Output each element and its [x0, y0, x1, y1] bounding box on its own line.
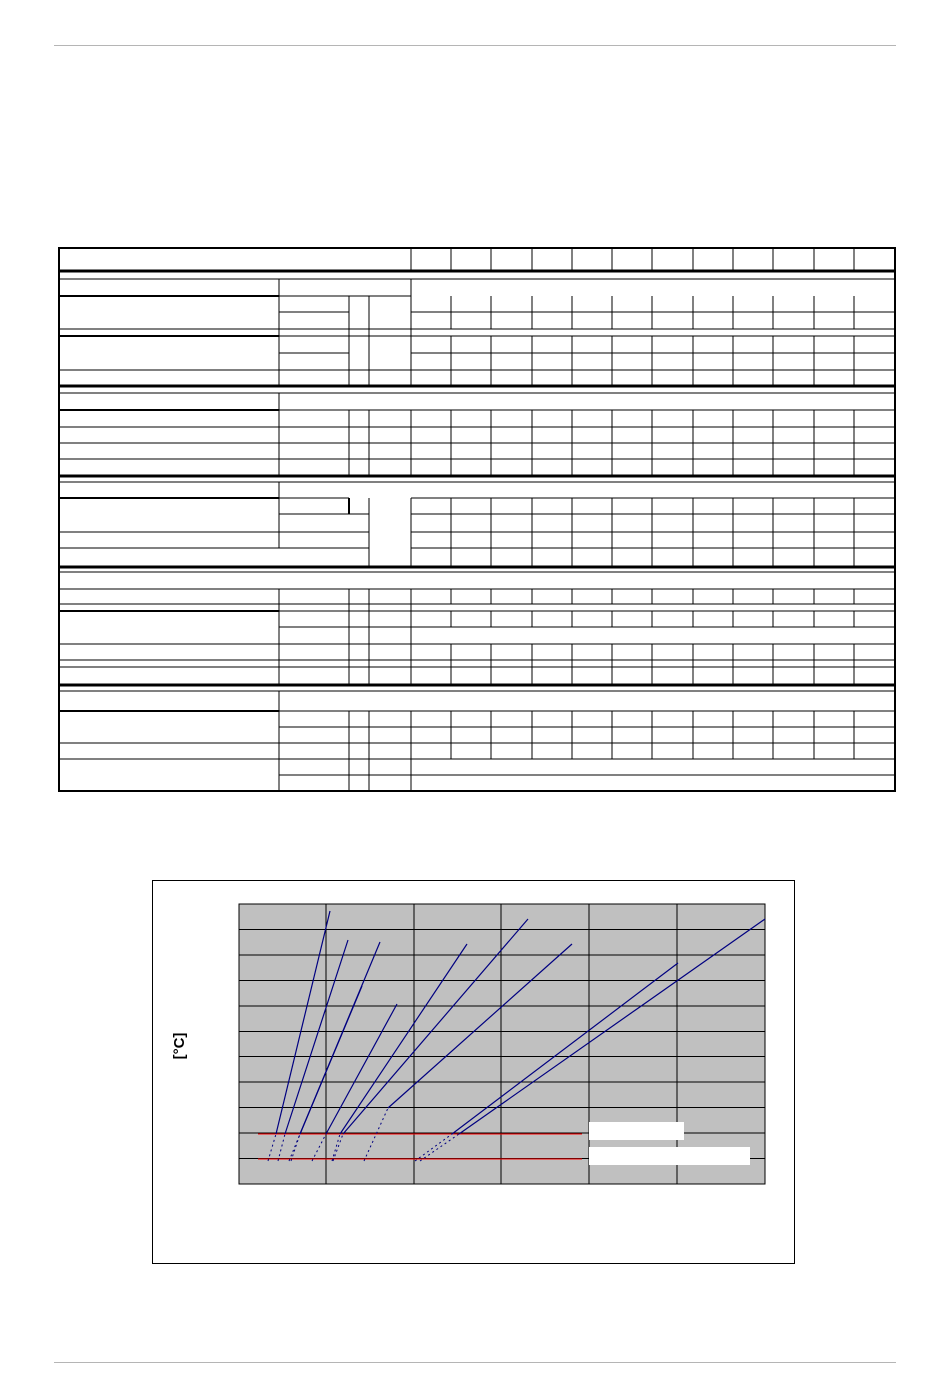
legend-label-2 — [589, 1147, 750, 1165]
plot-area — [239, 904, 765, 1184]
legend-label-1 — [589, 1122, 684, 1140]
y-axis-unit: [°C] — [170, 1032, 188, 1060]
